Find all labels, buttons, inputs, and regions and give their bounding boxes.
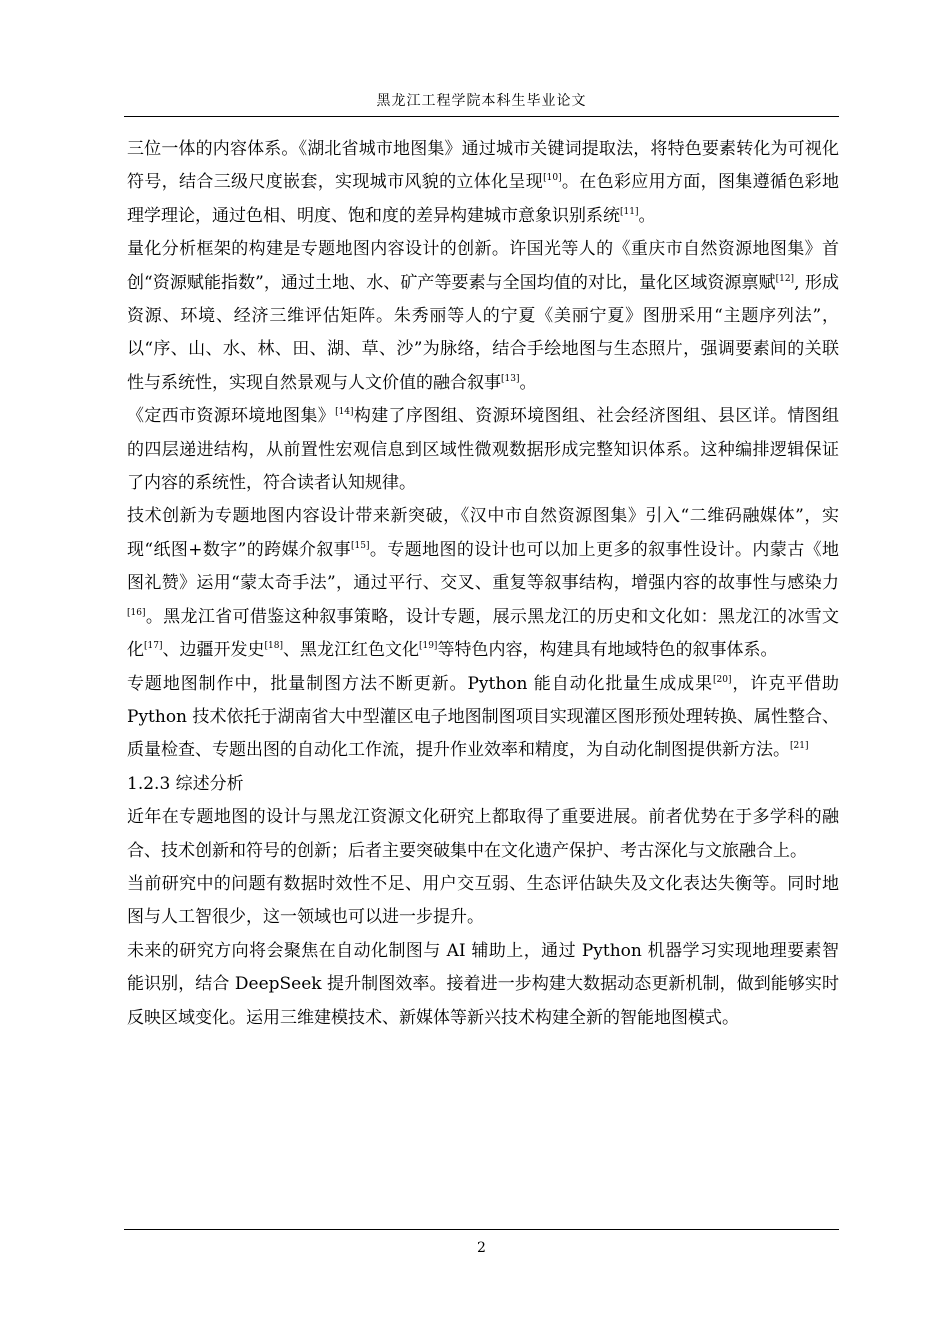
section-title: 综述分析	[175, 773, 244, 794]
citation-ref: [12]	[775, 273, 795, 284]
paragraph-text: , 形成资源、环境、经济三维评估矩阵。朱秀丽等人的宁夏《美丽宁夏》图册采用“主题序列法”，以“序、山、水、林、田、湖、草、沙”为脉络，结合手绘地图与生态照片，强调要素间的关联性与系统性，实现自然景观与人文价值的融合叙事	[127, 272, 839, 393]
paragraph-text: 。黑龙江省可借鉴这种叙事策略，设计专题，展示黑龙江的历史和文化如：黑龙江的冰雪文化	[127, 606, 839, 661]
citation-ref: [19]	[418, 641, 438, 652]
paragraph-text: 。	[638, 205, 656, 226]
paragraph-text: 。	[519, 372, 537, 393]
paragraph-text: 当前研究中的问题有数据时效性不足、用户交互弱、生态评估缺失及文化表达失衡等。同时地图与人工智很少，这一领域也可以进一步提升。	[127, 873, 839, 928]
paragraph-text: 构建了序图组、资源环境图组、社会经济图组、县区详。情图组的四层递进结构，从前置性宏观信息到区域性微观数据形成完整知识体系。这种编排逻辑保证了内容的系统性，符合读者认知规律。	[127, 406, 840, 494]
paragraph	[127, 233, 839, 400]
citation-ref: [14]	[335, 407, 354, 418]
paragraph-group-1	[127, 133, 839, 768]
paragraph-text: 技术创新为专题地图内容设计带来新突破，《汉中市自然资源图集》引入“二维码融媒体”，实现“纸图+数字”的跨媒介叙事	[127, 506, 839, 560]
paragraph-text: 三位一体的内容体系。《湖北省城市地图集》通过城市关键词提取法，将特色要素转化为可视化符号，结合三级尺度嵌套，实现城市风貌的立体化呈现	[127, 139, 839, 193]
paragraph	[127, 500, 839, 667]
paragraph-text: 。专题地图的设计也可以加上更多的叙事性设计。内蒙古《地图礼赞》运用“蒙太奇手法”，通过平行、交叉、重复等叙事结构，增强内容的故事性与感染力	[127, 539, 839, 594]
citation-ref: [17]	[144, 641, 163, 652]
citation-ref: [11]	[620, 206, 639, 217]
paragraph-text: 、黑龙江红色文化	[282, 640, 419, 661]
paragraph-text: 等特色内容，构建具有地域特色的叙事体系。	[437, 640, 778, 661]
header-divider	[124, 116, 839, 117]
paragraph	[127, 935, 839, 1035]
paragraph	[127, 133, 839, 233]
paragraph	[127, 400, 839, 500]
page-number: 2	[477, 1240, 486, 1256]
paragraph	[127, 801, 839, 868]
paragraph-text: 《定西市资源环境地图集》	[127, 406, 336, 427]
document-body	[127, 133, 839, 1035]
citation-ref: [10]	[543, 173, 562, 184]
paragraph-text: 近年在专题地图的设计与黑龙江资源文化研究上都取得了重要进展。前者优势在于多学科的融合、技术创新和符号的创新；后者主要突破集中在文化遗产保护、考古深化与文旅融合上。	[127, 807, 839, 861]
paragraph-group-2	[127, 801, 839, 1035]
paragraph	[127, 868, 839, 935]
citation-ref: [13]	[501, 373, 520, 384]
paragraph-text: ，许克平借助 Python 技术依托于湖南省大中型灌区电子地图制图项目实现灌区图形预处理转换、属性整合、质量检查、专题出图的自动化工作流，提升作业效率和精度，为自动化制图提供新方法。	[127, 673, 839, 761]
paragraph-text: 。在色彩应用方面，图集遵循色彩地理学理论，通过色相、明度、饱和度的差异构建城市意象识别系统	[127, 172, 839, 226]
footer-divider	[124, 1229, 839, 1230]
citation-ref: [16]	[127, 607, 146, 618]
citation-ref: [15]	[351, 540, 370, 551]
paragraph-text: 专题地图制作中，批量制图方法不断更新。Python 能自动化批量生成成果	[127, 673, 713, 694]
paragraph-text: 未来的研究方向将会聚焦在自动化制图与 AI 辅助上，通过 Python 机器学习实现地理要素智能识别，结合 DeepSeek 提升制图效率。接着进一步构建大数据动态更新机制，做到能够实时反映区域变化。运用三维建模技术、新媒体等新兴技术构建全新的智能地图模式。	[127, 940, 839, 1028]
paragraph-text: 、边疆开发史	[162, 640, 265, 661]
citation-ref: [18]	[264, 641, 283, 652]
paragraph-text: 量化分析框架的构建是专题地图内容设计的创新。许国光等人的《重庆市自然资源地图集》首创“资源赋能指数”，通过土地、水、矿产等要素与全国均值的对比，量化区域资源禀赋	[127, 239, 839, 293]
section-number: 1.2.3	[127, 773, 171, 794]
citation-ref: [21]	[790, 741, 809, 752]
section-heading	[127, 768, 839, 801]
citation-ref: [20]	[713, 674, 732, 685]
page-header: 黑龙江工程学院本科生毕业论文	[376, 93, 587, 109]
paragraph	[127, 668, 839, 768]
